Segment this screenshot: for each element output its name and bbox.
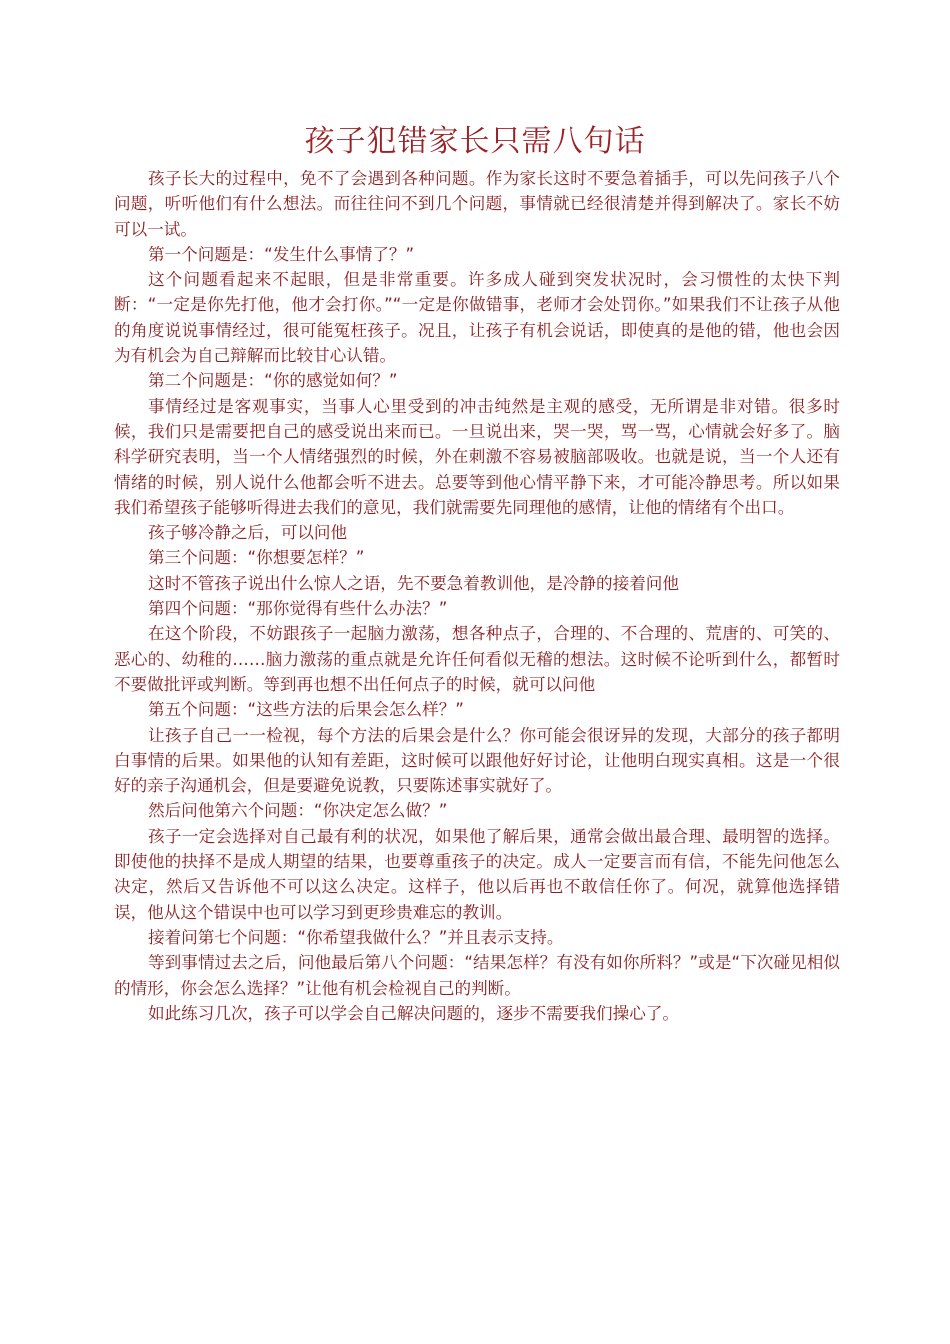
question-1-explanation: 这个问题看起来不起眼，但是非常重要。许多成人碰到突发状况时，会习惯性的太快下判断：“一定是你先打他，他才会打你。”“一定是你做错事，老师才会处罚你。”如果我们不让孩子从他的角度说说事情经过，很可能冤枉孩子。况且，让孩子有机会说话，即使真的是他的错，他也会因为有机会为自己辩解而比较甘心认错。: [114, 270, 840, 366]
question-3-heading: 第三个问题：“你想要怎样？”: [148, 548, 365, 568]
question-2-heading: 第二个问题是：“你的感觉如何？”: [148, 371, 398, 391]
question-3-explanation: 这时不管孩子说出什么惊人之语，先不要急着教训他，是冷静的接着问他: [148, 573, 679, 593]
question-4-heading: 第四个问题：“那你觉得有些什么办法？”: [148, 599, 448, 619]
question-2-explanation: 事情经过是客观事实，当事人心里受到的冲击纯然是主观的感受，无所谓是非对错。很多时候，我们只是需要把自己的感受说出来而已。一旦说出来，哭一哭，骂一骂，心情就会好多了。脑科学研究表明，当一个人情绪强烈的时候，外在刺激不容易被脑部吸收。也就是说，当一个人还有情绪的时候，别人说什么他都会听不进去。总要等到他心情平静下来，才可能冷静思考。所以如果我们希望孩子能够听得进去我们的意见，我们就需要先同理他的感情，让他的情绪有个出口。: [114, 396, 840, 517]
question-6-heading: 然后问他第六个问题：“你决定怎么做？”: [148, 801, 448, 821]
closing-paragraph: 如此练习几次，孩子可以学会自己解决问题的，逐步不需要我们操心了。: [148, 1003, 679, 1023]
question-7-paragraph: 接着问第七个问题：“你希望我做什么？”并且表示支持。: [148, 927, 564, 947]
document-title: 孩子犯错家长只需八句话: [304, 124, 646, 159]
paragraph-intro: 孩子长大的过程中，免不了会遇到各种问题。作为家长这时不要急着插手，可以先问孩子八个问题，听听他们有什么想法。而往往问不到几个问题，事情就已经很清楚并得到解决了。家长不妨可以一试。: [114, 169, 840, 239]
question-4-explanation: 在这个阶段，不妨跟孩子一起脑力激荡，想各种点子，合理的、不合理的、荒唐的、可笑的、恶心的、幼稚的……脑力激荡的重点就是允许任何看似无稽的想法。这时候不论听到什么，都暂时不要做批评或判断。等到再也想不出任何点子的时候，就可以问他: [114, 624, 840, 694]
question-8-paragraph: 等到事情过去之后，问他最后第八个问题：“结果怎样？有没有如你所料？”或是“下次碰见相似的情形，你会怎么选择？”让他有机会检视自己的判断。: [114, 953, 840, 998]
question-5-heading: 第五个问题：“这些方法的后果会怎么样？”: [148, 700, 464, 720]
question-5-explanation: 让孩子自己一一检视，每个方法的后果会是什么？你可能会很讶异的发现，大部分的孩子都明白事情的后果。如果他的认知有差距，这时候可以跟他好好讨论，让他明白现实真相。这是一个很好的亲子沟通机会，但是要避免说教，只要陈述事实就好了。: [114, 725, 840, 796]
transition-text: 孩子够冷静之后，可以问他: [148, 523, 348, 543]
question-6-explanation: 孩子一定会选择对自己最有利的状况，如果他了解后果，通常会做出最合理、最明智的选择。即使他的抉择不是成人期望的结果，也要尊重孩子的决定。成人一定要言而有信，不能先问他怎么决定，然后又告诉他不可以这么决定。这样子，他以后再也不敢信任你了。何况，就算他选择错误，他从这个错误中也可以学习到更珍贵难忘的教训。: [114, 826, 840, 922]
document-body: [114, 166, 840, 1026]
question-1-heading: 第一个问题是：“发生什么事情了？”: [148, 244, 415, 264]
